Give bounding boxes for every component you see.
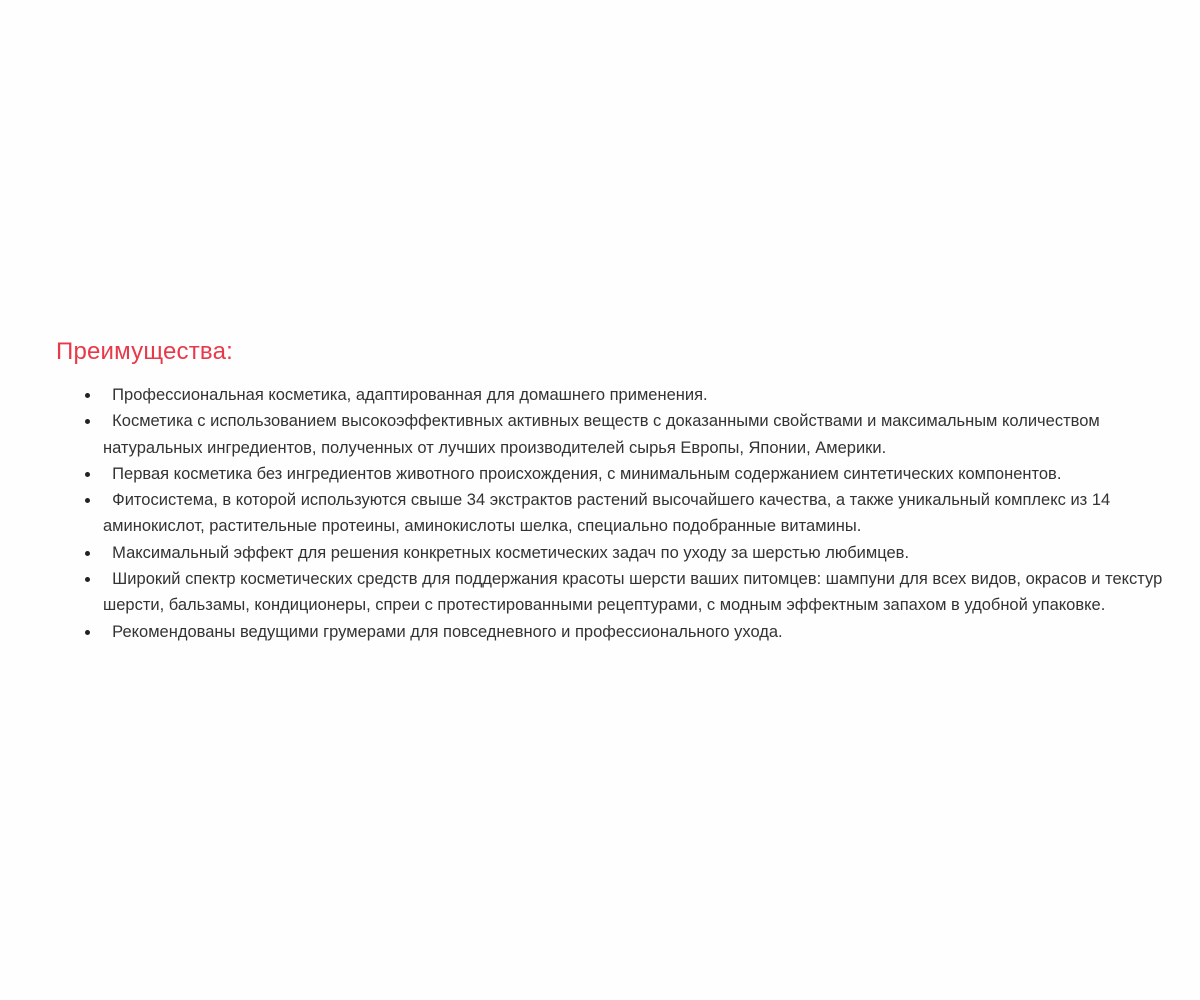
- list-item-text: Профессиональная косметика, адаптированная для домашнего применения.: [112, 386, 708, 404]
- advantages-list: [56, 382, 1196, 645]
- bullet-icon: [85, 393, 90, 398]
- list-item-text: Косметика с использованием высокоэффективных активных веществ с доказанными свойствами и максимальным количеством натуральных ингредиентов, полученных от лучших производителей сырья Европы, Японии, Америки.: [103, 412, 1100, 457]
- list-item: [56, 619, 1196, 645]
- list-item: [56, 540, 1196, 566]
- list-item: [56, 461, 1196, 487]
- advantages-section: [56, 336, 1196, 645]
- bullet-icon: [85, 551, 90, 556]
- list-item: [56, 382, 1196, 408]
- list-item: [56, 408, 1196, 461]
- list-item: [56, 566, 1196, 619]
- list-item-text: Широкий спектр косметических средств для поддержания красоты шерсти ваших питомцев: шампуни для всех видов, окрасов и текстур шерсти, бальзамы, кондиционеры, спреи с протестированными рецептурами, с модным эффектным запахом в удобной упаковке.: [103, 570, 1163, 615]
- bullet-icon: [85, 577, 90, 582]
- bullet-icon: [85, 472, 90, 477]
- section-title: Преимущества:: [56, 338, 234, 365]
- bullet-icon: [85, 419, 90, 424]
- list-item-text: Первая косметика без ингредиентов животного происхождения, с минимальным содержанием синтетических компонентов.: [112, 464, 1062, 483]
- bullet-icon: [85, 630, 90, 635]
- list-item-text: Фитосистема, в которой используются свыше 34 экстрактов растений высочайшего качества, а также уникальный комплекс из 14 аминокислот, растительные протеины, аминокислоты шелка, специально подобранные витамины.: [103, 491, 1111, 536]
- bullet-icon: [85, 498, 90, 503]
- list-item-text: Максимальный эффект для решения конкретных косметических задач по уходу за шерстью любимцев.: [112, 543, 910, 562]
- list-item-text: Рекомендованы ведущими грумерами для повседневного и профессионального ухода.: [112, 622, 783, 641]
- list-item: [56, 487, 1196, 540]
